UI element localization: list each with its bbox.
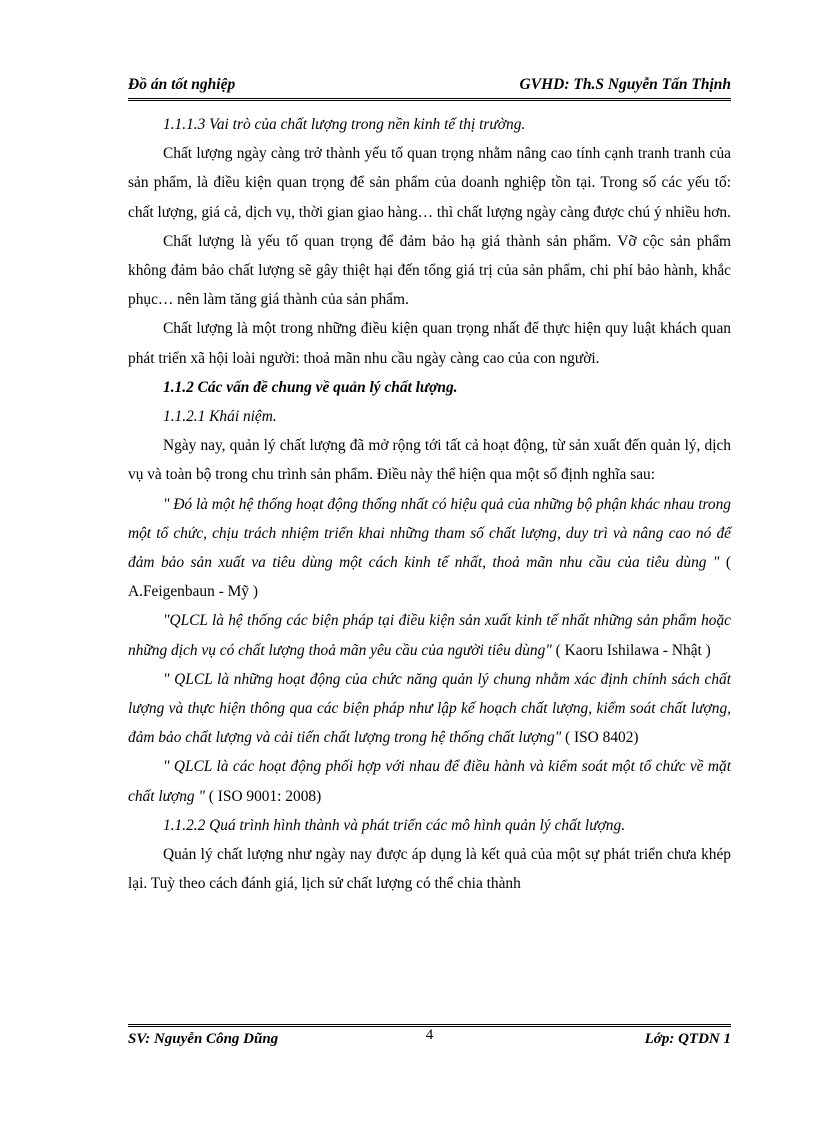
- definition-quote: "QLCL là hệ thống các biện pháp tại điều kiện sản xuất kinh tế nhất những sản phẩm hoặc những dịch vụ có chất lượng thoả mãn yêu cầu của người tiêu dùng" ( Kaoru Ishilawa - Nhật ): [128, 612, 731, 659]
- paragraph: Chất lượng là một trong những điều kiện quan trọng nhất để thực hiện quy luật khách quan phát triển xã hội loài người: thoả mãn nhu cầu ngày càng cao của con người.: [128, 320, 731, 367]
- paragraph: Ngày nay, quản lý chất lượng đã mở rộng tới tất cả hoạt động, từ sản xuất đến quản lý, dịch vụ và toàn bộ trong chu trình sản phẩm. Điều này thể hiện qua một số định nghĩa sau:: [128, 437, 731, 484]
- definition-quote: " QLCL là các hoạt động phối hợp với nhau để điều hành và kiểm soát một tổ chức về mặt chất lượng " ( ISO 9001: 2008): [128, 758, 731, 805]
- heading-1-1-2-2: 1.1.2.2 Quá trình hình thành và phát triển các mô hình quản lý chất lượng.: [163, 816, 626, 834]
- page-header: [128, 74, 731, 101]
- page-number: 4: [425, 1027, 434, 1043]
- heading-1-1-1-3: 1.1.1.3 Vai trò của chất lượng trong nền kinh tế thị trường.: [163, 116, 526, 133]
- heading-1-1-2-1: 1.1.2.1 Khái niệm.: [163, 408, 277, 426]
- paragraph: Chất lượng là yếu tố quan trọng để đảm bảo hạ giá thành sản phẩm. Vỡ cộc sản phẩm không đảm bảo chất lượng sẽ gây thiệt hại đến tổng giá trị của sản phẩm, chi phí bảo hành, khắc phục… nên làm tăng giá thành của sản phẩm.: [128, 232, 731, 309]
- definition-quote: " Đó là một hệ thống hoạt động thống nhất có hiệu quả của những bộ phận khác nhau trong một tổ chức, chịu trách nhiệm triển khai những tham số chất lượng, duy trì và nâng cao nó để đảm bảo sản xuất va tiêu dùng một cách kinh tế nhất, thoả mãn nhu cầu của tiêu dùng " ( A.Feigenbaun - Mỹ ): [128, 495, 731, 601]
- paragraph: Chất lượng ngày càng trở thành yếu tố quan trọng nhằm nâng cao tính cạnh tranh tranh của sản phẩm, là điều kiện quan trọng để sản phẩm của doanh nghiệp tồn tại. Trong số các yếu tố: chất lượng, giá cả, dịch vụ, thời gian giao hàng… thì chất lượng ngày càng được chú ý nhiều hơn.: [128, 145, 731, 221]
- footer-class: Lớp: QTDN 1: [644, 1031, 731, 1047]
- paragraph: Quản lý chất lượng như ngày nay được áp dụng là kết quả của một sự phát triển chưa khép lại. Tuỳ theo cách đánh giá, lịch sử chất lượng có thể chia thành: [128, 846, 731, 893]
- header-advisor: GVHD: Th.S Nguyễn Tấn Thịnh: [519, 76, 731, 93]
- document-body: [128, 110, 731, 898]
- footer-student: SV: Nguyễn Công Dũng: [128, 1031, 279, 1047]
- heading-1-1-2: 1.1.2 Các vấn đề chung về quản lý chất lượng.: [163, 378, 458, 396]
- page-footer: [128, 1024, 731, 1051]
- header-document-title: Đồ án tốt nghiệp: [128, 76, 236, 93]
- definition-quote: " QLCL là những hoạt động của chức năng quản lý chung nhằm xác định chính sách chất lượng và thực hiện thông qua các biện pháp như lập kế hoạch chất lượng, kiểm soát chất lượng, đảm bảo chất lượng và cải tiến chất lượng trong hệ thống chất lượng" ( ISO 8402): [128, 670, 731, 747]
